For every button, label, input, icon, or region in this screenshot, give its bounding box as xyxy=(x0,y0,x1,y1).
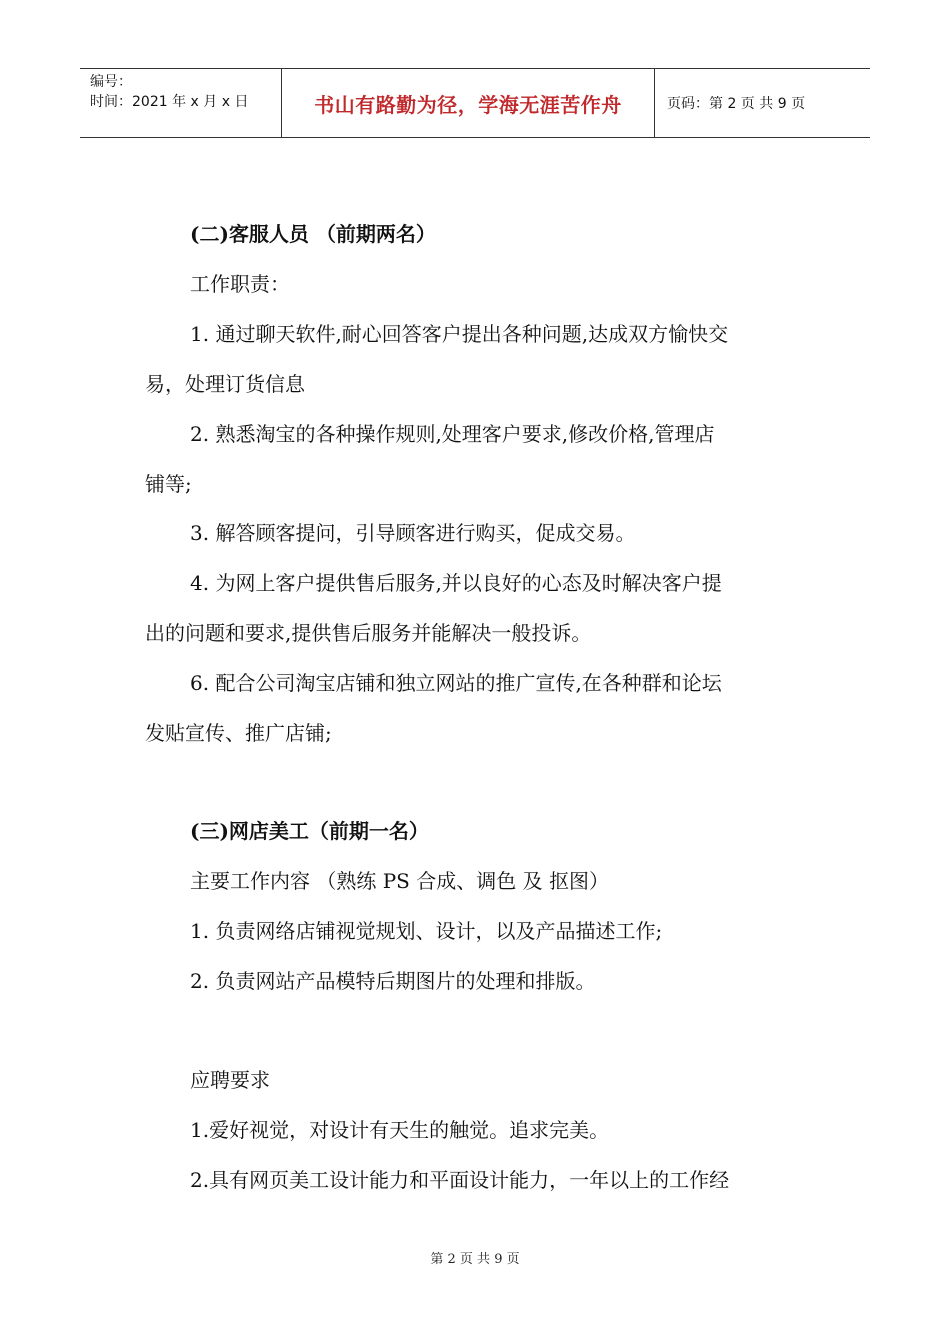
list-item-continuation: 铺等; xyxy=(145,472,192,496)
section-title-designer: (三)网店美工（前期一名） xyxy=(190,819,429,843)
list-item-continuation: 出的问题和要求,提供售后服务并能解决一般投诉。 xyxy=(145,621,592,645)
header-page-info: 页码：第 2 页 共 9 页 xyxy=(667,96,806,112)
list-item-continuation: 发贴宣传、推广店铺; xyxy=(145,721,332,745)
header-motto-cell xyxy=(282,69,655,137)
page-footer: 第 2 页 共 9 页 xyxy=(430,1252,520,1267)
list-item: 1. 通过聊天软件,耐心回答客户提出各种问题,达成双方愉快交 xyxy=(190,322,729,346)
list-item: 1.爱好视觉，对设计有天生的触觉。追求完美。 xyxy=(190,1118,610,1142)
list-item-continuation: 易，处理订货信息 xyxy=(145,372,305,396)
list-item: 2.具有网页美工设计能力和平面设计能力，一年以上的工作经 xyxy=(190,1168,730,1192)
list-item: 4. 为网上客户提供售后服务,并以良好的心态及时解决客户提 xyxy=(190,571,722,595)
header-motto: 书山有路勤为径，学海无涯苦作舟 xyxy=(314,92,622,117)
list-item: 3. 解答顾客提问，引导顾客进行购买，促成交易。 xyxy=(190,521,636,545)
main-duties-label: 主要工作内容 （熟练 PS 合成、调色 及 抠图） xyxy=(190,869,609,893)
list-item: 2. 负责网站产品模特后期图片的处理和排版。 xyxy=(190,969,596,993)
list-item: 2. 熟悉淘宝的各种操作规则,处理客户要求,修改价格,管理店 xyxy=(190,422,715,446)
header-number-label: 编号： xyxy=(90,74,132,90)
requirements-title: 应聘要求 xyxy=(190,1068,270,1092)
duties-label: 工作职责： xyxy=(190,272,290,296)
header-meta-cell xyxy=(80,69,282,137)
section-title-customer-service: (二)客服人员 （前期两名） xyxy=(190,222,436,246)
list-item: 1. 负责网络店铺视觉规划、设计，以及产品描述工作; xyxy=(190,919,663,943)
header-time-label: 时间：2021 年 x 月 x 日 xyxy=(90,94,249,110)
list-item: 6. 配合公司淘宝店铺和独立网站的推广宣传,在各种群和论坛 xyxy=(190,671,722,695)
page-header xyxy=(80,68,870,138)
